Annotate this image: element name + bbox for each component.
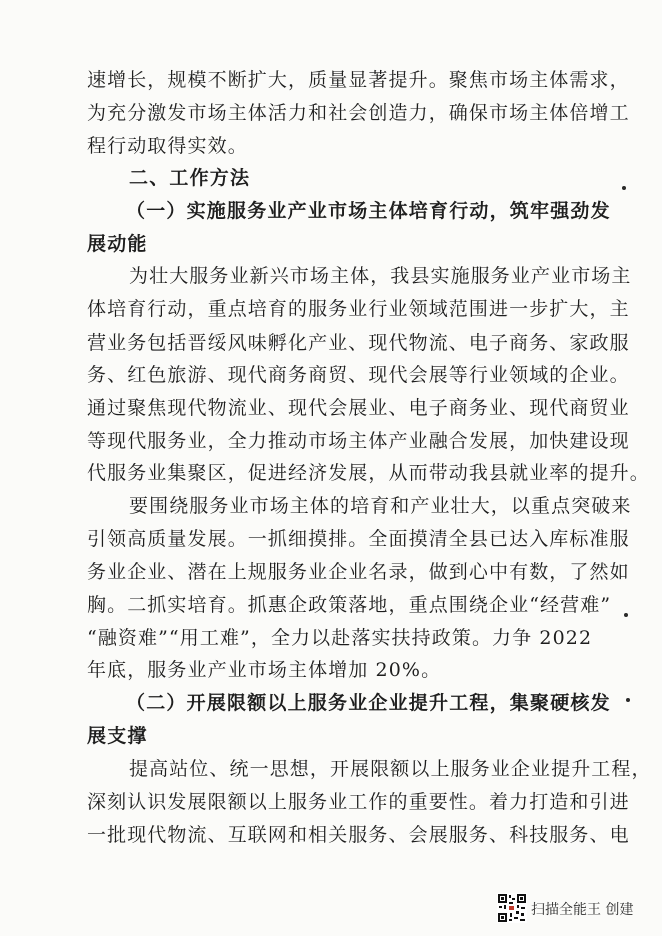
text-line: 务、红色旅游、现代商务商贸、现代会展等行业领域的企业。 bbox=[87, 364, 630, 386]
text-line: 年底，服务业产业市场主体增加 20%。 bbox=[87, 659, 442, 681]
subsection-heading: 展支撑 bbox=[87, 725, 148, 747]
text-line: 引领高质量发展。一抓细摸排。全面摸清全县已达入库标准服 bbox=[87, 528, 630, 550]
text-line: 通过聚焦现代物流业、现代会展业、电子商务业、现代商贸业 bbox=[87, 397, 630, 419]
text-line: “融资难”“用工难”，全力以赴落实扶持政策。力争 2022 bbox=[87, 627, 593, 649]
text-line: 要围绕服务业市场主体的培育和产业壮大，以重点突破来 bbox=[129, 495, 632, 517]
qr-code-icon bbox=[497, 893, 527, 923]
text-line: 代服务业集聚区，促进经济发展，从而带动我县就业率的提升。 bbox=[87, 462, 650, 484]
text-line: 程行动取得实效。 bbox=[87, 135, 248, 157]
scan-speck bbox=[624, 613, 628, 617]
scanner-text: 扫描全能王 创建 bbox=[531, 902, 634, 918]
text-line: 等现代服务业，全力推动市场主体产业融合发展，加快建设现 bbox=[87, 430, 630, 452]
text-line: 营业务包括晋绥风味孵化产业、现代物流、电子商务、家政服 bbox=[87, 332, 630, 354]
text-line: 一批现代物流、互联网和相关服务、会展服务、科技服务、电 bbox=[87, 824, 630, 846]
text-line: 胸。二抓实培育。抓惠企政策落地，重点围绕企业“经营难” bbox=[87, 594, 612, 616]
text-line: 提高站位、统一思想，开展限额以上服务业企业提升工程， bbox=[129, 758, 652, 780]
subsection-heading: （一）实施服务业产业市场主体培育行动，筑牢强劲发 bbox=[126, 200, 611, 222]
subsection-heading: （二）开展限额以上服务业企业提升工程，集聚硬核发 bbox=[126, 692, 611, 714]
scan-speck bbox=[626, 698, 630, 702]
text-line: 体培育行动，重点培育的服务业行业领域范围进一步扩大，主 bbox=[87, 298, 630, 320]
text-line: 为充分激发市场主体活力和社会创造力，确保市场主体倍增工 bbox=[87, 102, 630, 124]
text-line: 为壮大服务业新兴市场主体，我县实施服务业产业市场主 bbox=[129, 265, 632, 287]
section-heading: 二、工作方法 bbox=[129, 167, 251, 189]
subsection-heading: 展动能 bbox=[87, 233, 148, 255]
text-line: 速增长，规模不断扩大，质量显著提升。聚焦市场主体需求， bbox=[87, 69, 630, 91]
scan-speck bbox=[622, 186, 626, 190]
text-line: 务业企业、潜在上规服务业企业名录，做到心中有数，了然如 bbox=[87, 561, 630, 583]
text-line: 深刻认识发展限额以上服务业工作的重要性。着力打造和引进 bbox=[87, 791, 630, 813]
scanner-watermark bbox=[497, 891, 657, 927]
